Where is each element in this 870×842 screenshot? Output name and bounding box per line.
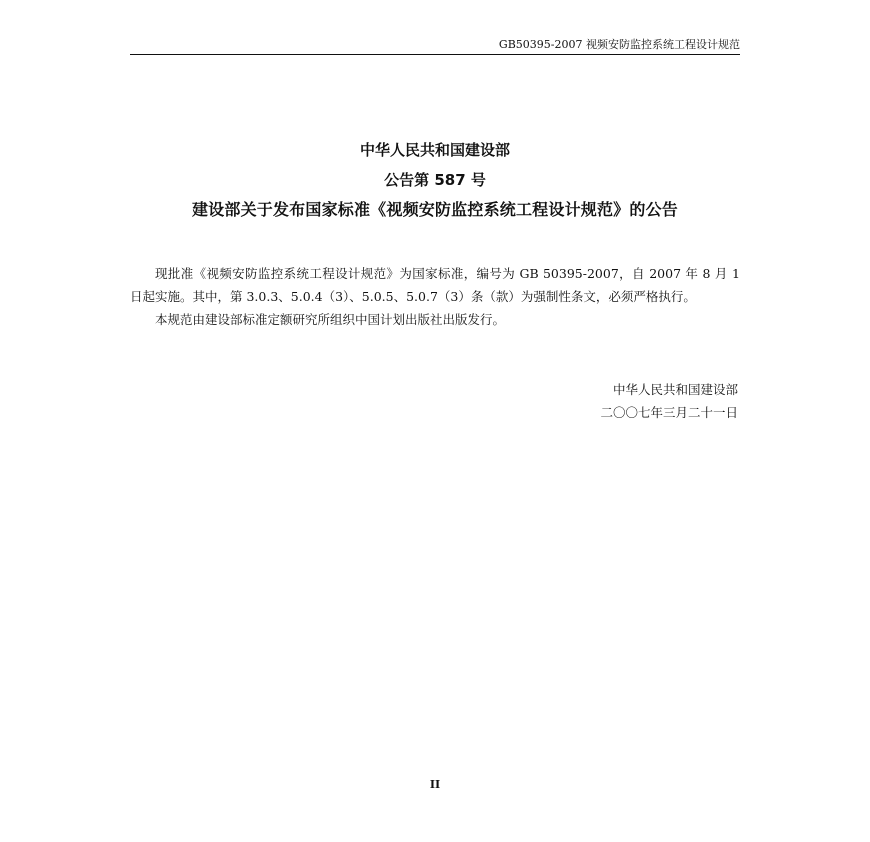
running-header: GB50395-2007 视频安防监控系统工程设计规范 — [130, 38, 740, 55]
signature-block — [600, 378, 738, 424]
signature-date: 二〇〇七年三月二十一日 — [600, 405, 738, 420]
announcement-number: 公告第 587 号 — [384, 171, 486, 189]
body-paragraph: 本规范由建设部标准定额研究所组织中国计划出版社出版发行。 — [155, 312, 506, 327]
issuer-title: 中华人民共和国建设部 — [359, 141, 510, 159]
announcement-body — [130, 262, 740, 331]
page-number: II — [429, 778, 441, 791]
signature-organization: 中华人民共和国建设部 — [612, 382, 738, 397]
body-paragraph: 现批准《视频安防监控系统工程设计规范》为国家标准，编号为 GB 50395-2007，自 2007 年 8 月 1 日起实施。其中，第 3.0.3、5.0.4（3）、5.0.5、5.0.7（3）条（款）为强制性条文，必须严格执行。 — [130, 266, 740, 304]
announcement-subject: 建设部关于发布国家标准《视频安防监控系统工程设计规范》的公告 — [191, 200, 678, 219]
announcement-title-block — [110, 140, 760, 220]
